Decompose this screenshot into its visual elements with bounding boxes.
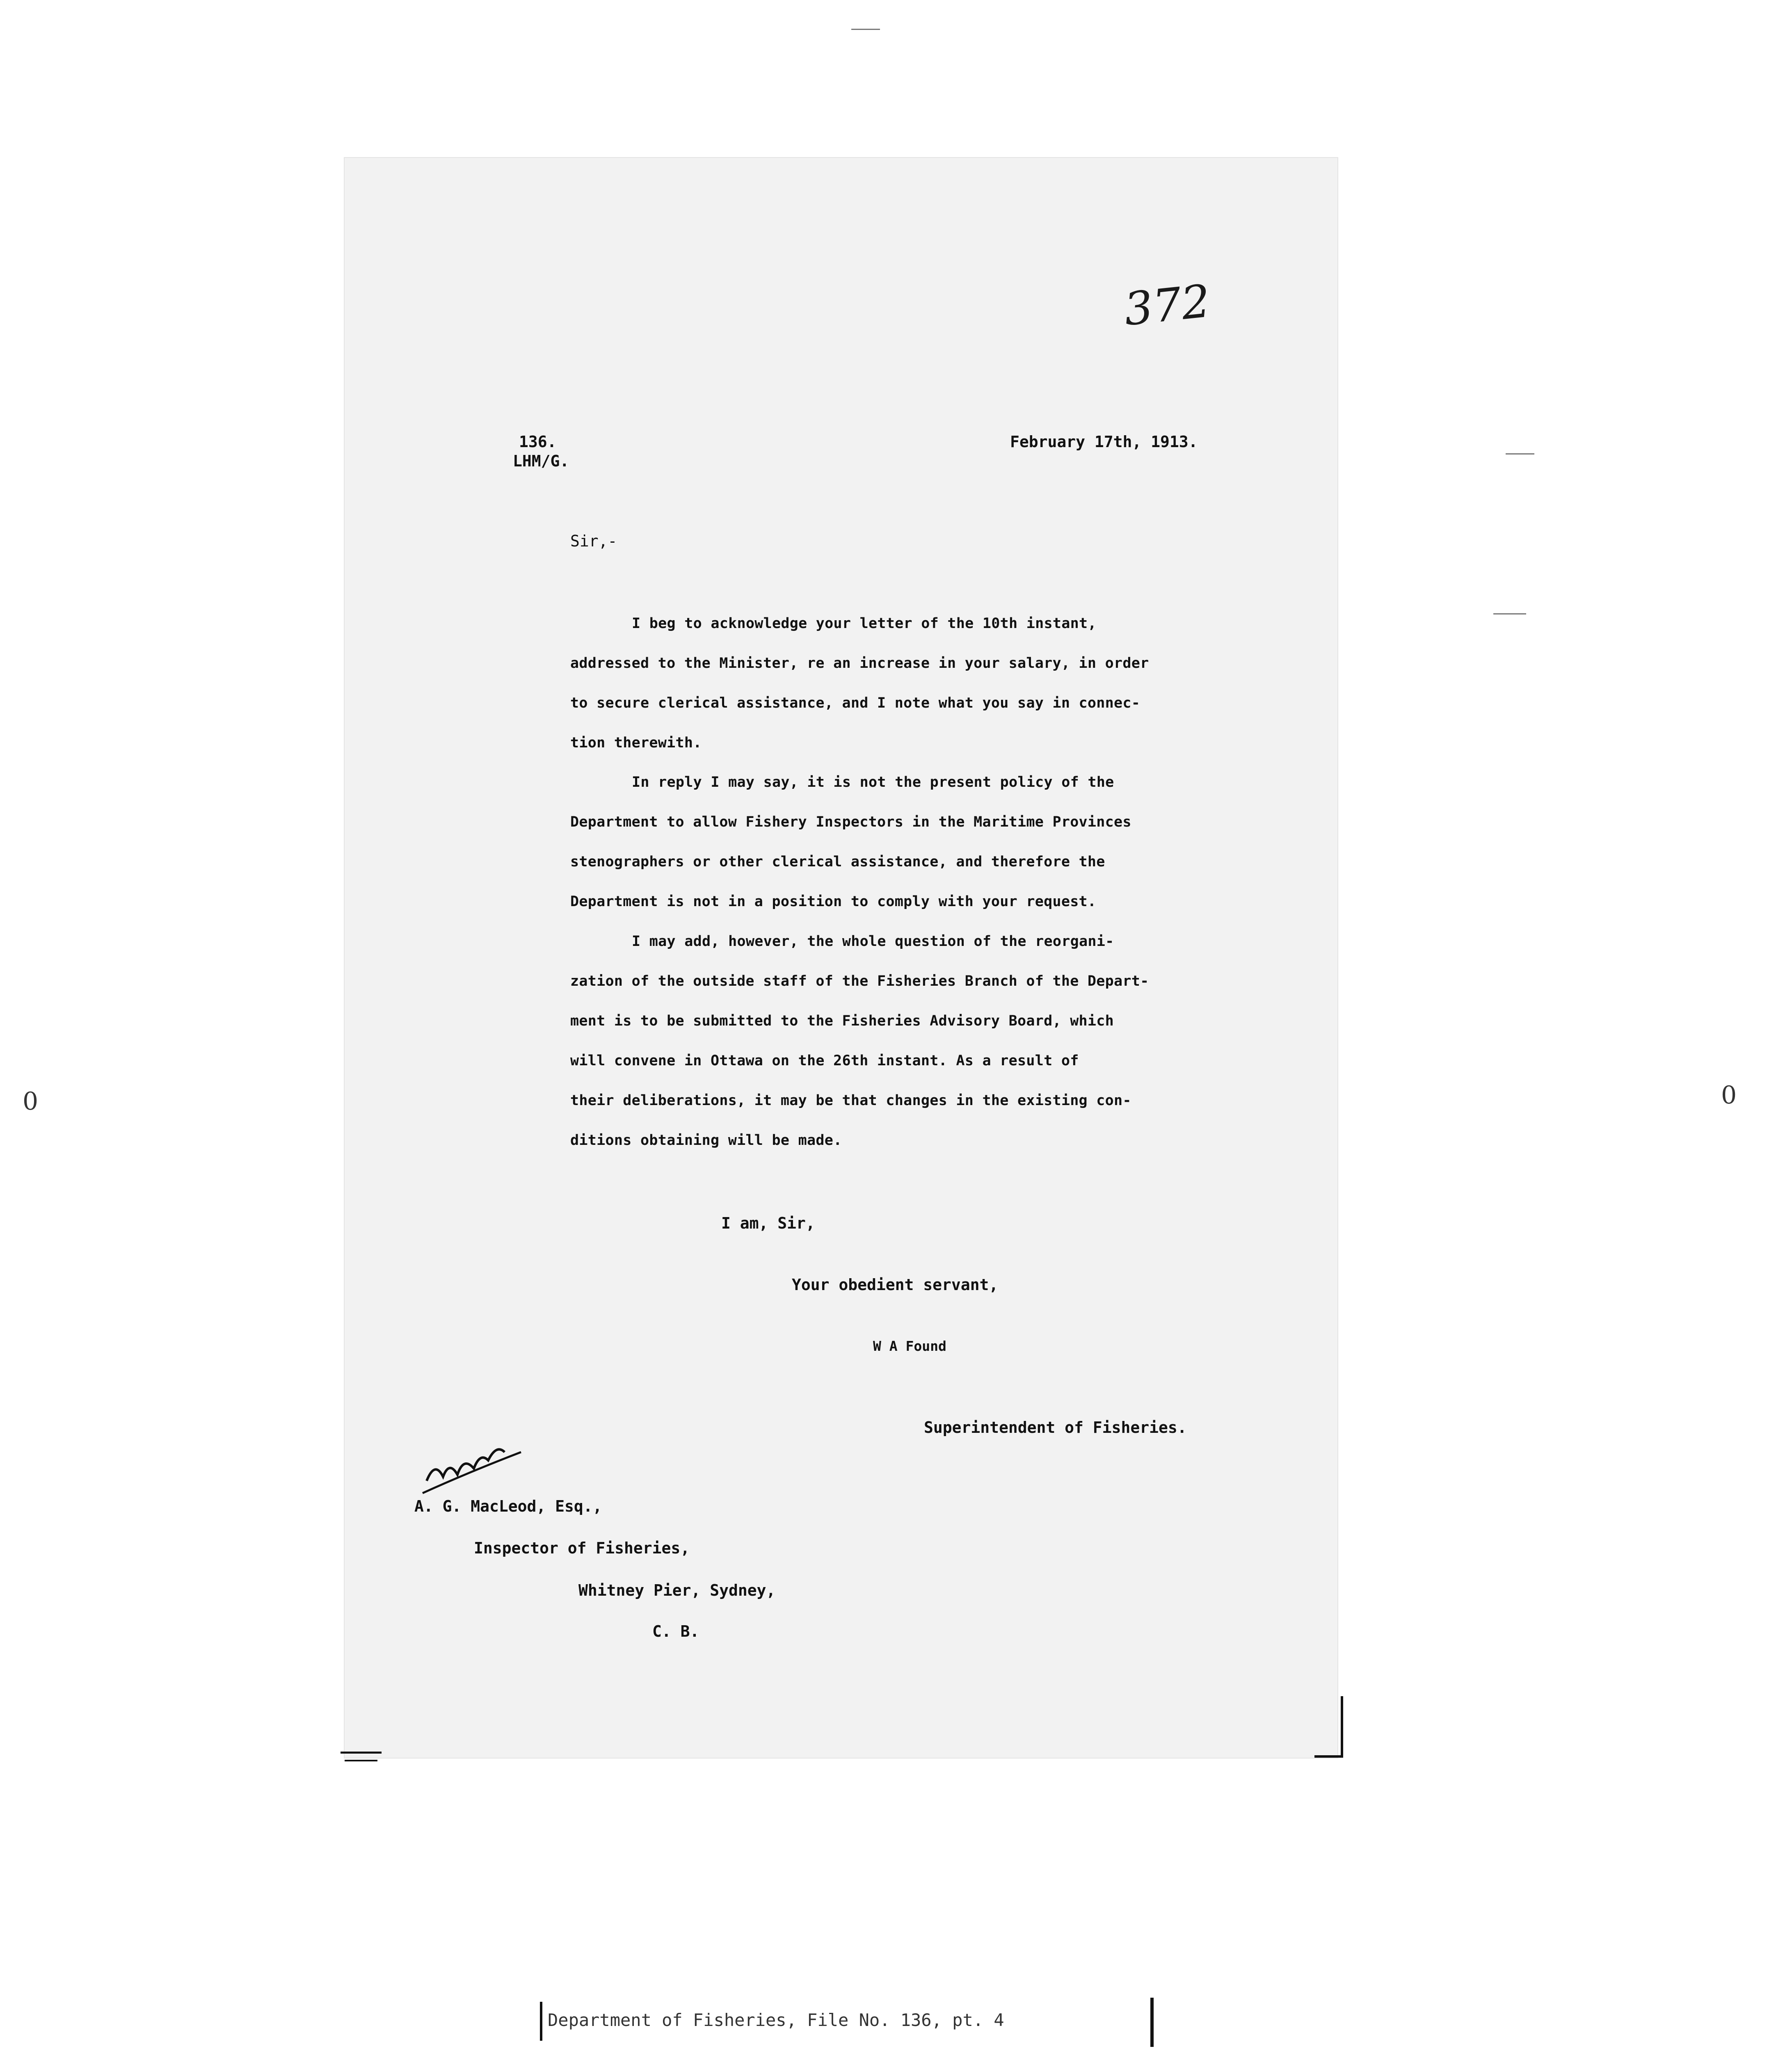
signatory-title: Superintendent of Fisheries. <box>924 1418 1187 1437</box>
signature: W A Found <box>873 1338 946 1354</box>
addressee-address: Whitney Pier, Sydney, <box>578 1581 776 1599</box>
body-line: tion therewith. <box>570 735 702 751</box>
addressee-title: Inspector of Fisheries, <box>474 1539 690 1557</box>
film-speck <box>851 29 880 30</box>
right-frame-mark: 0 <box>1721 1081 1737 1110</box>
body-line: ditions obtaining will be made. <box>570 1132 842 1149</box>
archive-file-reference: Department of Fisheries, File No. 136, pt. 4 <box>548 2010 1004 2030</box>
file-reference: 136. <box>519 433 557 451</box>
body-line: I beg to acknowledge your letter of the 10th instant, <box>632 615 1097 632</box>
body-line: Department is not in a position to comply with your request. <box>570 893 1097 910</box>
addressee-address: C. B. <box>652 1622 699 1640</box>
closing-line: Your obedient servant, <box>792 1276 999 1294</box>
closing-line: I am, Sir, <box>721 1214 815 1232</box>
letter-date: February 17th, 1913. <box>1010 433 1198 451</box>
film-speck <box>1506 453 1534 455</box>
label-bracket <box>1150 1998 1158 2047</box>
body-line: Department to allow Fishery Inspectors in the Maritime Provinces <box>570 814 1131 830</box>
letter-page <box>345 158 1337 1758</box>
body-line: addressed to the Minister, re an increase in your salary, in order <box>570 655 1149 671</box>
addressee-name: A. G. MacLeod, Esq., <box>414 1497 602 1515</box>
body-line: zation of the outside staff of the Fisheries Branch of the Depart- <box>570 973 1149 989</box>
left-frame-mark: 0 <box>23 1087 39 1116</box>
body-line: to secure clerical assistance, and I note what you say in connec- <box>570 695 1141 711</box>
body-line: In reply I may say, it is not the present policy of the <box>632 774 1114 790</box>
film-speck <box>1493 613 1526 614</box>
typist-initials: LHM/G. <box>513 452 569 470</box>
page-corner-mark <box>341 1752 382 1754</box>
page-edge-bracket <box>1341 1696 1343 1758</box>
salutation: Sir,- <box>570 532 617 550</box>
body-line: I may add, however, the whole question of the reorgani- <box>632 933 1114 950</box>
body-line: ment is to be submitted to the Fisheries Advisory Board, which <box>570 1013 1114 1029</box>
body-line: will convene in Ottawa on the 26th instant. As a result of <box>570 1053 1079 1069</box>
folio-number: 372 <box>1121 274 1213 336</box>
body-line: their deliberations, it may be that changes in the existing con- <box>570 1092 1131 1109</box>
page-edge-bracket-foot <box>1314 1755 1343 1758</box>
page-corner-mark <box>345 1760 377 1761</box>
handwritten-initials <box>418 1436 533 1501</box>
body-line: stenographers or other clerical assistance, and therefore the <box>570 854 1105 870</box>
